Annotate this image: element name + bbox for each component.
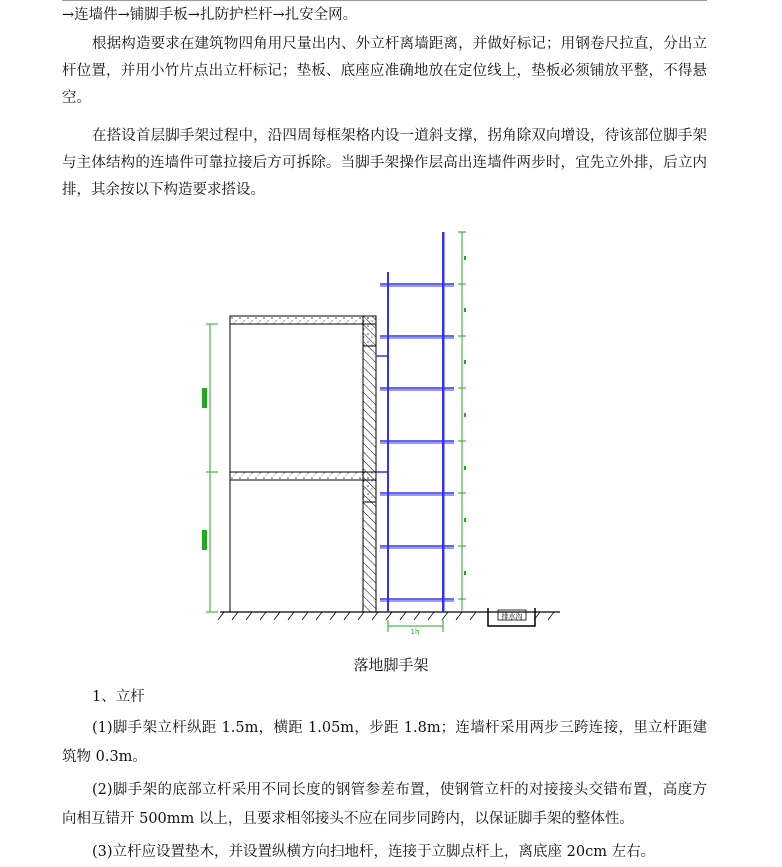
paragraph-layout: 根据构造要求在建筑物四角用尺量出内、外立杆离墙距离，并做好标记；用钢卷尺拉直，分出立杆位置，并用小竹片点出立杆标记；垫板、底座应准确地放在定位线上，垫板必须铺放平整，不得悬空。 (62, 36, 707, 106)
drain-channel (488, 608, 535, 626)
figure-caption: 落地脚手架 (353, 656, 429, 674)
drain-label: 排水沟 (501, 612, 523, 621)
intro-line: →连墙件→铺脚手板→扎防护栏杆→扎安全网。 (62, 7, 358, 23)
building-structure (230, 316, 376, 612)
list-item-1: (1)脚手架立杆纵距 1.5m，横距 1.05m，步距 1.8m；连墙杆采用两步三跨连接，里立杆距建筑物 0.3m。 (62, 720, 707, 765)
list-item-2: (2)脚手架的底部立杆采用不同长度的钢管参差布置，使钢管立杆的对接接头交错布置，高度方向相互错开 500mm 以上，且要求相邻接头不应在同步同跨内，以保证脚手架的整体性。 (62, 782, 707, 827)
scaffold-frame (376, 232, 454, 612)
header-rule (62, 0, 707, 1)
section-title: 1、立杆 (92, 689, 145, 705)
paragraph-bracing: 在搭设首层脚手架过程中，沿四周每框架格内设一道斜支撑，拐角除双向增设，待该部位脚手架与主体结构的连墙件可靠拉接后方可拆除。当脚手架操作层高出连墙件两步时，宜先立外排，后立内排，其余按以下构造要求搭设。 (62, 128, 707, 198)
scaffold-diagram (190, 228, 590, 648)
dimension-lines (202, 232, 466, 636)
list-item-3: (3)立杆应设置垫木，并设置纵横方向扫地杆，连接于立脚点杆上，离底座 20cm 左右。 (92, 844, 656, 860)
base-dimension-label: 1h (410, 628, 420, 636)
